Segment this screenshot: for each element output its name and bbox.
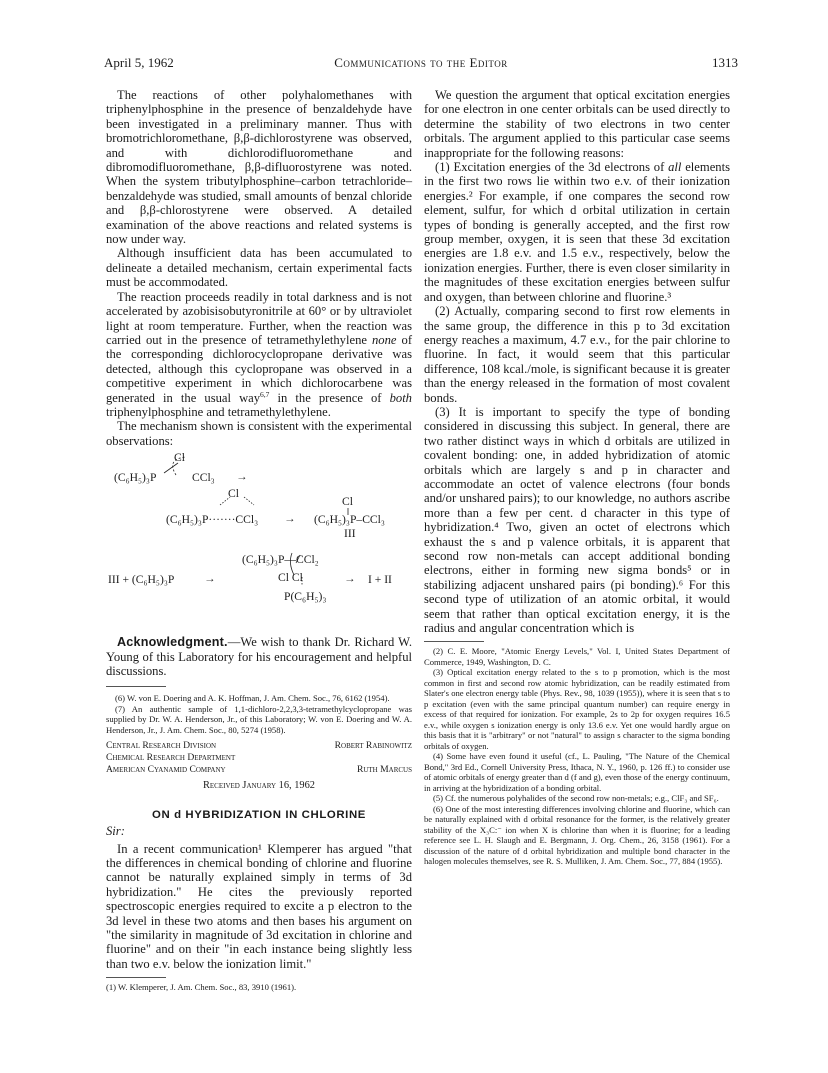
chlorine-label: Cl <box>174 451 185 465</box>
author-name: Ruth Marcus <box>356 764 412 776</box>
intermediate-product: (C₆H₅)₃P–CCl₃ <box>314 513 385 527</box>
paragraph: Although insufficient data has been accumulated to delineate a detailed mechanism, certain experimental facts must be accommodated. <box>106 246 412 290</box>
footnote: (6) W. von E. Doering and A. K. Hoffman, J. Am. Chem. Soc., 76, 6162 (1954). <box>115 693 390 704</box>
footnote: (2) C. E. Moore, "Atomic Energy Levels," Vol. I, United States Department of Commerce, 1949, Washington, D. C. <box>424 646 730 667</box>
acknowledgment: Acknowledgment.—We wish to thank Dr. Richard W. Young of this Laboratory for his encouragement and helpful discussions. <box>106 635 412 678</box>
footnote-divider <box>106 686 166 687</box>
running-title: Communications to the Editor <box>334 55 508 70</box>
received-date: Received January 16, 1962 <box>202 780 316 792</box>
left-column <box>106 88 412 993</box>
reactants-step3: III + (C₆H₅)₃P <box>108 573 175 587</box>
paragraph: The reactions of other polyhalomethanes with triphenylphosphine in the presence of benzaldehyde have been investigated in a preliminary manner. Thus with bromotrichloromethane, β,β-dichlorostyrene was observed, and with dichlorodifluoromethane and dibromodifluoromethane, β,β-difluorostyrene was noted. When the system tributylphosphine–carbon tetrachloride–benzaldehyde was studied, small amounts of benzal chloride and β,β-chlorostyrene were observed. A detailed examination of the above reactions and related systems is now under way. <box>106 88 412 247</box>
author-name: Robert Rabinowitz <box>334 740 412 752</box>
reactant-phosphine: (C₆H₅)₃P <box>114 471 157 485</box>
reaction-arrow: → <box>344 572 356 586</box>
footnotes-right <box>424 646 730 867</box>
paragraph: (2) Actually, comparing second to first row elements in the same group, the difference in this p to 3d excitation energy reaches a maximum, 4.7 e.v., for the pair chlorine to fluorine. In fact, it would seem that this particular difference, 108 kcal./mole, is significant because it is greater than the energy released in the formation of most covalent bonds. <box>424 304 730 405</box>
chlorine-label: Cl <box>228 487 239 501</box>
footnote: (7) An authentic sample of 1,1-dichloro-2,2,3,3-tetramethylcyclopropane was supplied by Dr. W. A. Henderson, Jr., of this Laboratory; W. von E. Doering and W. A. Henderson, Jr., J. Am. Chem. Soc., 80, 5274 (1958). <box>106 703 412 735</box>
reaction-scheme <box>106 453 412 629</box>
compound-label: III <box>344 527 356 541</box>
reaction-arrow: → <box>284 512 296 526</box>
issue-date: April 5, 1962 <box>104 55 174 70</box>
footnote: (5) Cf. the numerous polyhalides of the second row non-metals; e.g., ClF₃ and SF₆. <box>433 793 719 804</box>
affiliation: Central Research Division Chemical Research Department American Cyanamid Company Robert Rabinowitz Ruth Marcus <box>106 740 412 776</box>
footnote-divider <box>424 641 484 642</box>
reaction-arrow: → <box>204 572 216 586</box>
footnote: (4) Some have even found it useful (cf., L. Pauling, "The Nature of the Chemical Bond," 3rd Ed., Cornell University Press, Ithaca, N. Y., 1960, p. 126 ff.) to consider use of atomic orbitals of energy greater than d (f and g), even those of the energy continuum, in arriving at the hybridization of a bonding orbital. <box>424 751 730 793</box>
paragraph: In a recent communication¹ Klemperer has argued "that the differences in chemical bonding of chlorine and fluorine cannot be naturally explained simply in terms of 3d hybridization." He cites the previously reported spectroscopic energies required to excite a p electron to the 3d level in these two atoms and then bases his argument on "the similarity in magnitude of 3d excitation in chlorine and fluorine" and on their "in each instance being slightly less than two e.v. below the ionization limit." <box>106 841 412 971</box>
chlorine-label: Cl <box>342 495 353 509</box>
paragraph: (3) It is important to specify the type of bonding considered in discussing this subject. In general, there are two rather distinct ways in which d orbitals are utilized in covalent bonding: one, in added hybridization of atomic orbitals which are largely s and p in character and accommodate an octet of valence electrons (four bonds and/or unshared pairs); to our knowledge, no authors ascribe more than a few per cent. d character in this type of hybridization.⁴ Two, given an octet of electrons which exhaust the s and p valence orbitals, it is apparent that second row non-metals can accept additional bonding electrons, either in forming new sigma bonds⁵ or in stabilizing adjacent unshared pairs (pi bonding).⁶ For this second type of utilization of an atomic orbital, it would seem that rather than optical excitation energy, it is the radius and angular concentration which is <box>424 404 730 636</box>
right-column <box>424 88 730 867</box>
phosphine-fragment: P(C₆H₅)₃ <box>284 590 327 604</box>
reactant-ccl3: CCl₃ <box>192 471 215 485</box>
bridging-chlorines: Cl Cl <box>278 571 303 585</box>
paragraph: (1) Excitation energies of the 3d electrons of all elements in the first two rows lie within two e.v. of their ionization energies.² For example, if one compares the second row element, sulfur, for which d orbital utilization in certain types of bonding is generally accepted, and the first row group member, oxygen, it is seen that these 3d excitation energies are 1.8 e.v. and 1.5 e.v., respectively, below the ionization energies. Further, there is even closer similarity in the magnitudes of these excitation energies between sulfur and oxygen, than between chlorine and fluorine.³ <box>424 160 730 304</box>
products-step3: I + II <box>368 573 392 587</box>
paragraph: We question the argument that optical excitation energies for one electron in one center orbitals can be used directly to determine the stability of two electrons in two center orbitals. The argument applied to this particular case seems inappropriate for the following reasons: <box>424 88 730 160</box>
footnote-divider <box>106 977 166 978</box>
ylide-fragment: (C₆H₅)₃P—CCl₂ <box>242 553 319 567</box>
footnotes-left <box>106 693 412 735</box>
page-number: 1313 <box>712 55 738 70</box>
footnote: (6) One of the most interesting differences involving chlorine and fluorine, which can be naturally explained with d orbital resonance for the former, is the relatively greater stability of the X₃C:⁻ ion when X is chlorine than when it is fluorine; for a leading reference see L. H. Slaugh and E. Bergmann, J. Org. Chem., 26, 3158 (1961). For a discussion of the nature of d orbital hybridization and multiple bond character in the halogen molecules themselves, see R. S. Mulliken, J. Am. Chem. Soc., 77, 884 (1955). <box>424 803 730 867</box>
salutation: Sir: <box>106 824 125 839</box>
footnote: (1) W. Klemperer, J. Am. Chem. Soc., 83, 3910 (1961). <box>106 982 297 993</box>
transition-state: (C₆H₅)₃P·······CCl₃ <box>166 513 259 527</box>
article-title: ON d HYBRIDIZATION IN CHLORINE <box>152 808 366 821</box>
paragraph: The reaction proceeds readily in total darkness and is not accelerated by azobisisobutyronitrile at 60° or by ultraviolet light at room temperature. Further, when the reaction was carried out in the presence of tetramethylethylene none of the corresponding dichlorocyclopropane derivative was detected, although this cyclopropane was observed in a competitive experiment in which dichlorocarbene was generated in the usual way$^{6,7}$ in the presence of both triphenylphosphine and tetramethylethylene. <box>106 289 413 419</box>
footnote: (3) Optical excitation energy related to the s to p promotion, which is the most common in first and second row atomic hybridization, can be readily estimated from Slater's one electron energy table (Phys. Rev., 98, 1039 (1955)), where it is seen that s to p excitation (even with the same principal quantum number) can require energy in excess of that required for ionization. For example, 2s to 2p for oxygen requires 16.5 e.v., while oxygen s ionization energy is only 13.6 e.v. Yet one would hardly argue on this basis that it is "arbitrary" or not "natural" to assign s character to the sigma bonding orbitals of oxygen. <box>424 667 730 751</box>
paragraph: The mechanism shown is consistent with the experimental observations: <box>106 419 412 448</box>
reaction-arrow: → <box>236 470 248 484</box>
